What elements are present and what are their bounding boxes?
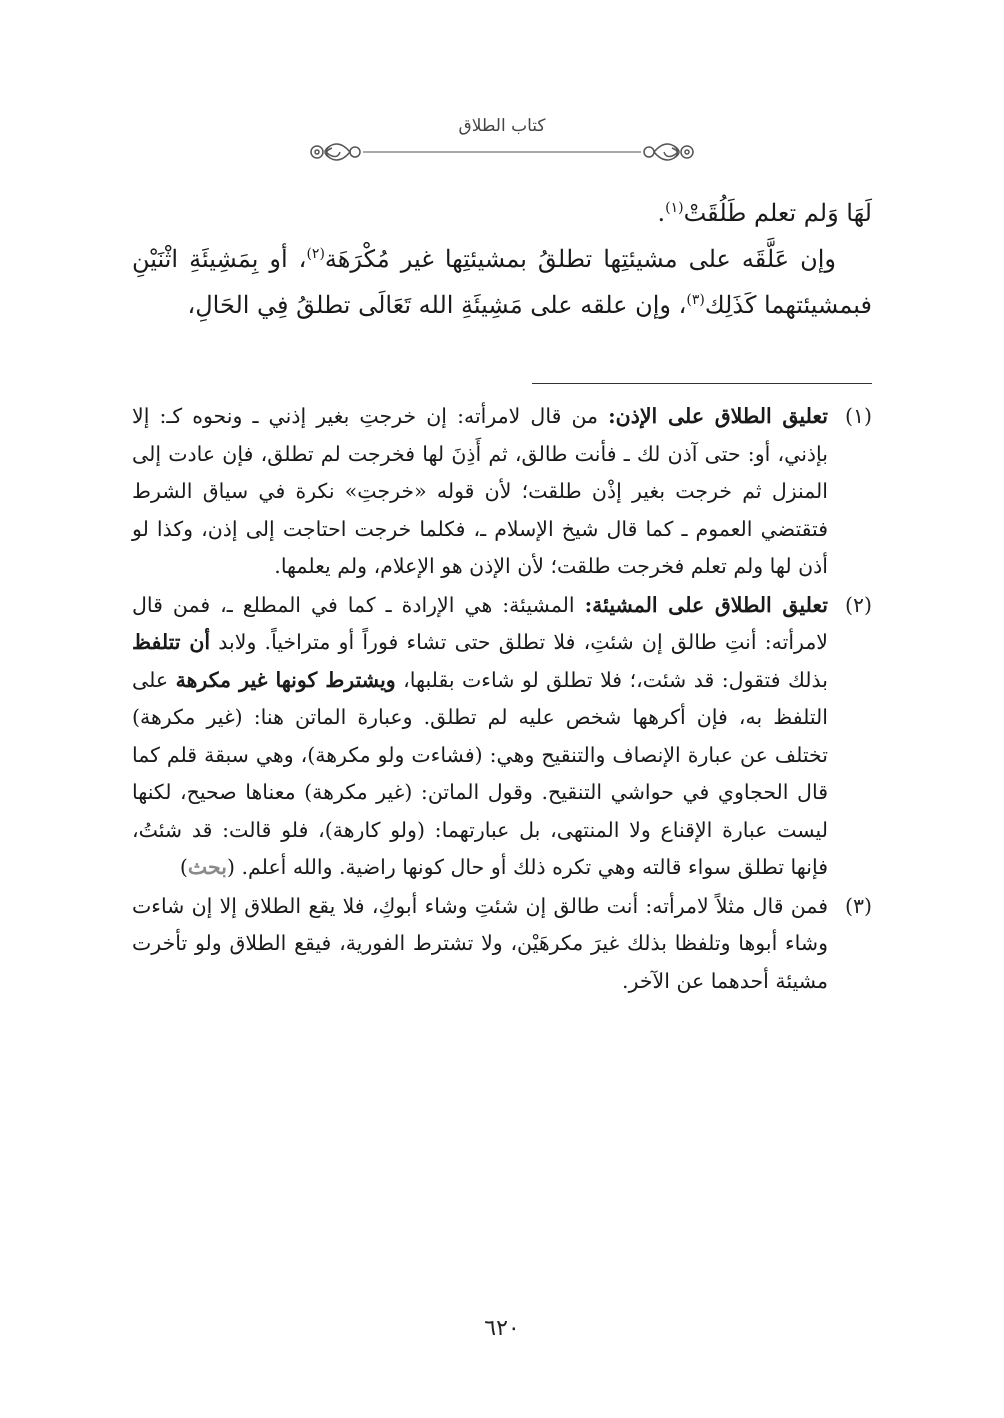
footnote-number: (١) bbox=[844, 404, 872, 428]
footnote-2 bbox=[132, 587, 872, 887]
ornament-divider bbox=[305, 136, 699, 168]
footnote-text: على التلفظ به، فإن أكرهها شخص عليه لم تطلق. وعبارة الماتن هنا: (غير مكرهة) تختلف عن عبارة الإنصاف والتنقيح وهي: (فشاءت ولو مكرهة)، وهي سبقة قلم كما قال الحجاوي في حواشي التنقيح. وقول الماتن: (غير مكرهة) معناها صحيح، لكنها ليست عبارة الإقناع ولا المنتهى، بل عبارتهما: (ولو كارهة)، فلو قالت: قد شئتُ، فإنها تطلق سواء قالته وهي تكره ذلك أو حال كونها راضية. والله أعلم. ( bbox=[132, 667, 828, 879]
footnote-text: فمن قال مثلاً لامرأته: أنت طالق إن شئتِ وشاء أبوكِ، فلا يقع الطلاق إلا إن شاءت وشاء أبوها وتلفظا بذلك غيرَ مكرهَيْن، ولا تشترط الفورية، فيقع الطلاق ولو تأخرت مشيئة أحدهما عن الآخر. bbox=[132, 893, 828, 993]
main-para-2-part2: ، أو بِمَشِيئَةِ اثْنَيْنِ فبمشيئتهما كَذَلِك bbox=[132, 245, 872, 319]
main-text bbox=[132, 190, 872, 328]
page-header bbox=[0, 112, 1004, 172]
footnote-3 bbox=[132, 888, 872, 1001]
main-paragraph-2 bbox=[132, 236, 872, 328]
page-number: ٦٢٠ bbox=[484, 1316, 520, 1341]
footnote-text: المشيئة: هي الإرادة ـ كما في المطلع ـ، فمن قال لامرأته: أنتِ طالق إن شئتِ، فلا تطلق حتى تشاء فوراً أو متراخياً. ولابد bbox=[132, 592, 828, 654]
footnote-ref-1[interactable]: (١) bbox=[665, 200, 684, 216]
footnote-separator bbox=[532, 383, 872, 384]
main-para-2-part1: وإن عَلَّقَه على مشيئتِها تطلقُ بمشيئتِها غير مُكْرَهَة bbox=[324, 245, 837, 273]
footnote-emphasis: ويشترط كونها غير مكرهة bbox=[175, 667, 396, 692]
main-line-1 bbox=[132, 190, 872, 236]
footnote-1 bbox=[132, 398, 872, 586]
footnote-ref-2[interactable]: (٢) bbox=[306, 246, 325, 262]
chapter-title: كتاب الطلاق bbox=[458, 116, 546, 136]
footnote-number: (٣) bbox=[844, 893, 872, 918]
research-marker: بحث bbox=[187, 855, 227, 879]
footnote-ref-3[interactable]: (٣) bbox=[686, 292, 705, 308]
footnote-emphasis: أن تتلفظ bbox=[132, 630, 211, 654]
main-line-1-tail: . bbox=[657, 199, 666, 227]
footnote-text: بذلك فتقول: قد شئت،؛ فلا تطلق لو شاءت بقلبها، bbox=[395, 667, 828, 692]
main-para-2-part3: ، وإن علقه على مَشِيئَةِ الله تَعَالَى تطلقُ فِي الحَالِ، bbox=[187, 291, 687, 319]
main-line-1-text: لَهَا وَلم تعلم طَلُقَتْ bbox=[683, 199, 872, 227]
footnote-heading: تعليق الطلاق على المشيئة: bbox=[584, 592, 828, 617]
footnote-text: من قال لامرأته: إن خرجتِ بغير إذني ـ ونحوه كـ: إلا بإذني، أو: حتى آذن لك ـ فأنت طالق، ثم أَذِنَ لها فخرجت لم تطلق، فإن عادت إلى المنزل ثم خرجت بغير إذْن طلقت؛ لأن قوله «خرجتِ» نكرة في سياق الشرط فتقتضي العموم ـ كما قال شيخ الإسلام ـ، فكلما خرجت احتاجت إلى إذن، وكذا لو أذن لها ولم تعلم فخرجت طلقت؛ لأن الإذن هو الإعلام، ولم يعلمها. bbox=[132, 404, 828, 578]
footnote-number: (٢) bbox=[844, 592, 872, 617]
footnotes bbox=[132, 398, 872, 1001]
footnote-heading: تعليق الطلاق على الإذن: bbox=[608, 404, 828, 428]
footnote-text: ) bbox=[179, 855, 188, 879]
